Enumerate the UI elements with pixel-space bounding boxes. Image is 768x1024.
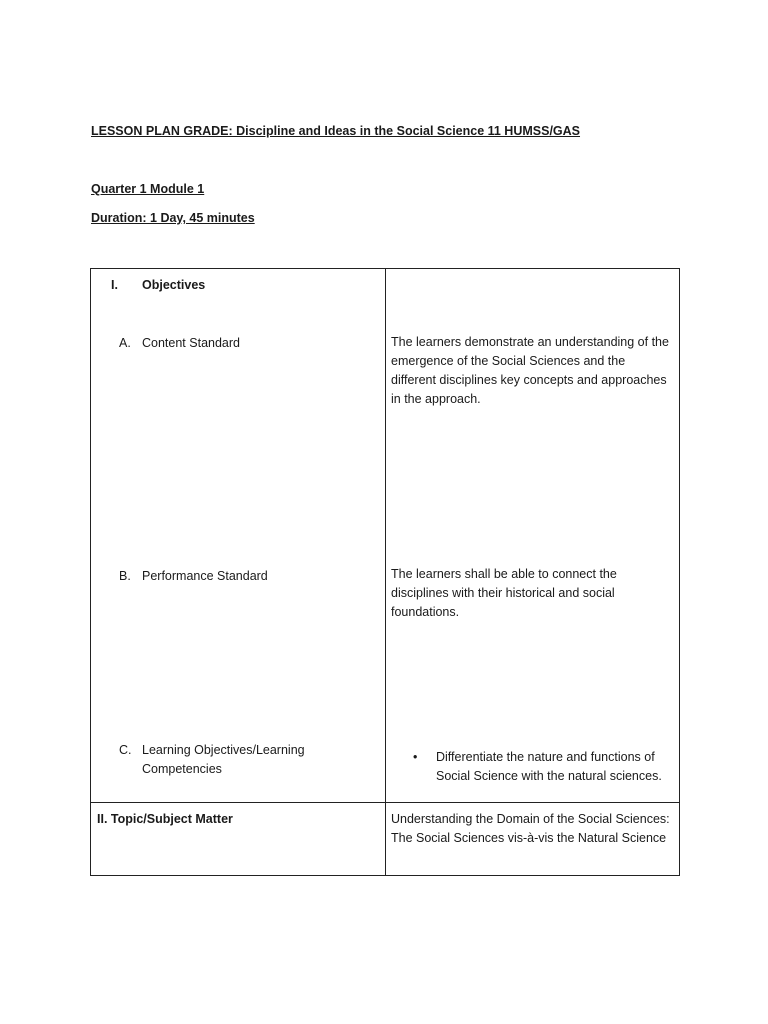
learning-objectives-letter: C. bbox=[119, 743, 132, 757]
objectives-heading: Objectives bbox=[142, 278, 206, 292]
topic-left-cell bbox=[91, 803, 386, 876]
performance-standard-label: Performance Standard bbox=[142, 569, 268, 583]
content-standard-letter: A. bbox=[119, 336, 131, 350]
quarter-module: Quarter 1 Module 1 bbox=[91, 182, 205, 196]
objectives-left-cell bbox=[91, 269, 386, 803]
content-standard-text: The learners demonstrate an understanding of the emergence of the Social Sciences and the different disciplines key concepts and approaches in the approach. bbox=[391, 335, 669, 406]
learning-objectives-label: Learning Objectives/Learning Competencies bbox=[142, 743, 305, 776]
performance-standard-text: The learners shall be able to connect the disciplines with their historical and social foundations. bbox=[391, 567, 617, 619]
objectives-right-cell bbox=[386, 269, 680, 803]
objectives-numeral: I. bbox=[111, 278, 118, 292]
performance-standard-letter: B. bbox=[119, 569, 131, 583]
topic-row bbox=[91, 803, 680, 876]
document-title: LESSON PLAN GRADE: Discipline and Ideas in the Social Science 11 HUMSS/GAS bbox=[91, 124, 581, 138]
bullet-icon: • bbox=[413, 750, 418, 764]
duration: Duration: 1 Day, 45 minutes bbox=[91, 211, 255, 225]
objectives-row bbox=[91, 269, 680, 803]
content-standard-label: Content Standard bbox=[142, 336, 240, 350]
topic-heading: II. Topic/Subject Matter bbox=[97, 812, 233, 826]
topic-right-cell bbox=[386, 803, 680, 876]
learning-objectives-text: Differentiate the nature and functions of Social Science with the natural sciences. bbox=[436, 750, 662, 783]
lesson-plan-table bbox=[90, 268, 680, 876]
topic-text: Understanding the Domain of the Social Sciences: The Social Sciences vis-à-vis the Natural Science bbox=[391, 812, 670, 845]
